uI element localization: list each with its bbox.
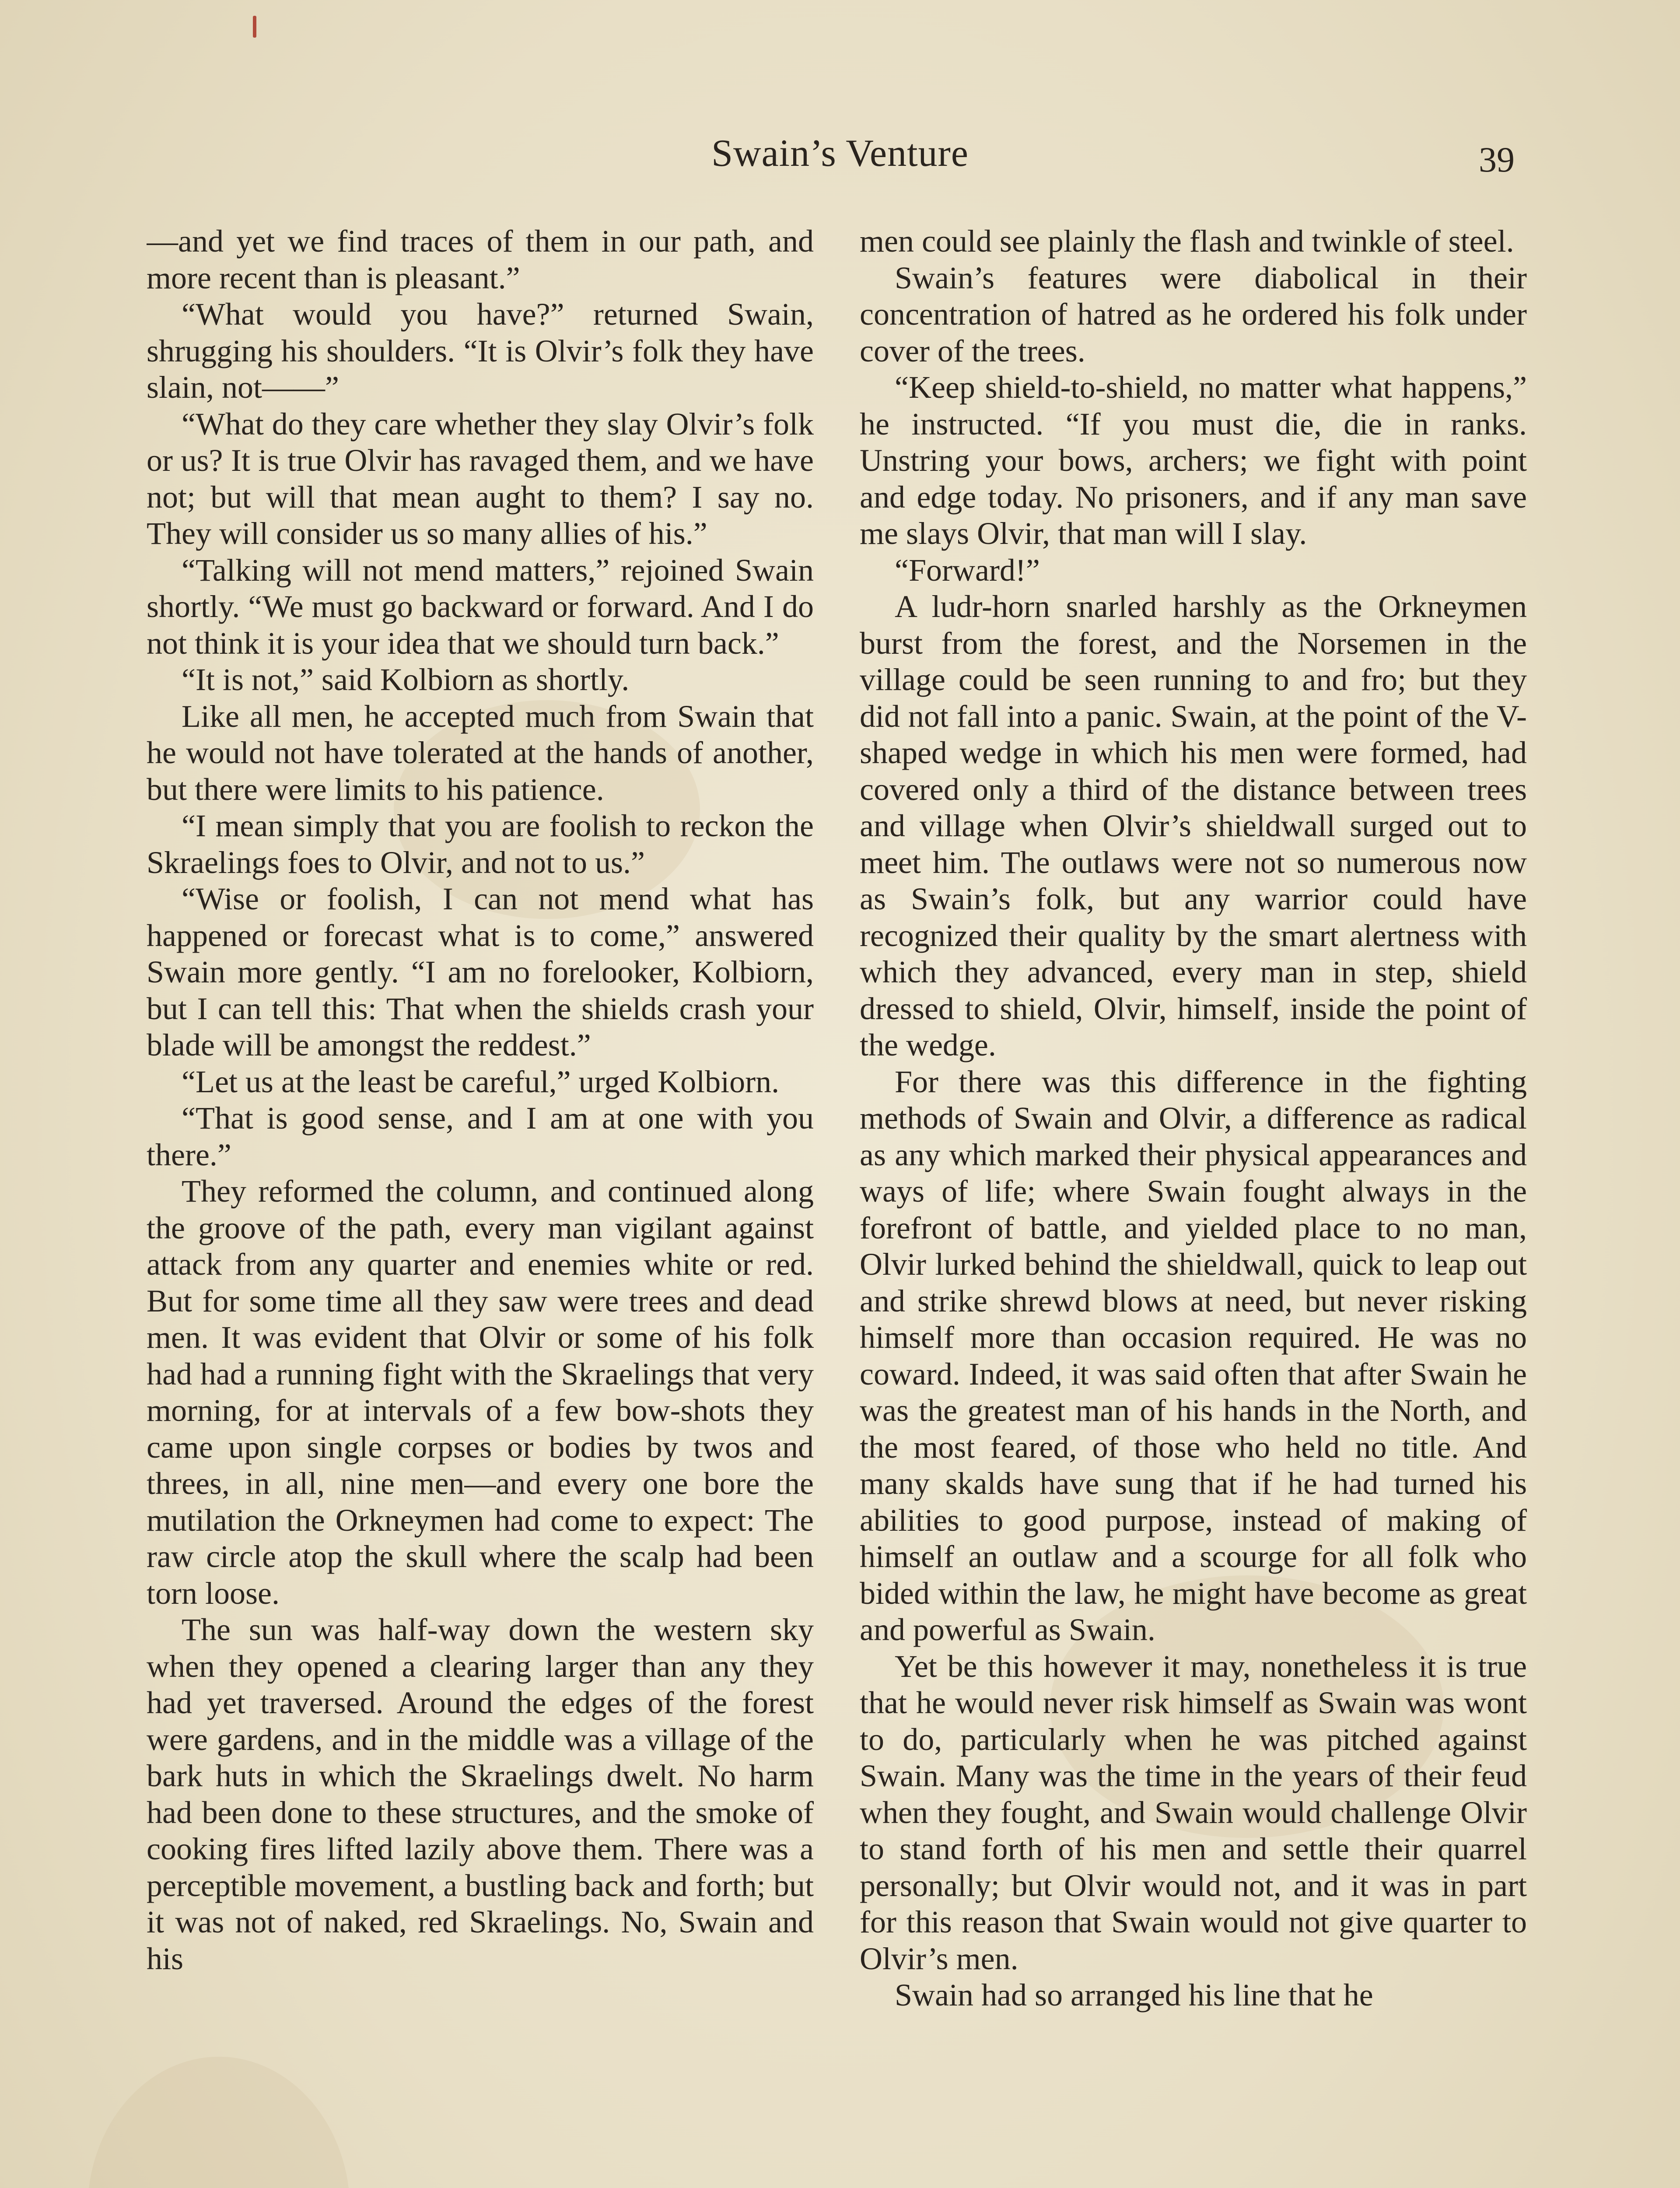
paragraph: The sun was half-way down the western sky when they opened a clearing larger than any they had yet traversed. Around the edges of the forest were gardens, and in the middle was a village of the bark huts in which the Skraelings dwelt. No harm had been done to these structures, and the smoke of cooking fires lifted lazily above them. There was a perceptible movement, a bustling back and forth; but it was not of naked, red Skraelings. No, Swain and his [147,1612,814,1976]
paragraph: Yet be this however it may, nonetheless it is true that he would never risk himself as Swain was wont to do, particularly when he was pitched against Swain. Many was the time in the years of their feud when they fought, and Swain would challenge Olvir to stand forth of his men and settle their quarrel personally; but Olvir would not, and it was in part for this reason that Swain would not give quarter to Olvir’s men. [860,1648,1527,1976]
paragraph: “Wise or foolish, I can not mend what has happened or forecast what is to come,” answered Swain more gently. “I am no forelooker, Kolbiorn, but I can tell this: That when the shields crash your blade will be amongst the reddest.” [147,881,814,1062]
paragraph: “That is good sense, and I am at one with you there.” [147,1101,814,1172]
paragraph: “Let us at the least be careful,” urged Kolbiorn. [182,1064,780,1099]
paragraph: men could see plainly the flash and twinkle of steel. [860,224,1514,259]
paragraph: “I mean simply that you are foolish to reckon the Skraelings foes to Olvir, and not to us.” [147,808,814,880]
paragraph: —and yet we find traces of them in our path, and more recent than is pleasant.” [147,224,814,295]
paragraph: Swain’s features were diabolical in their concentration of hatred as he ordered his folk under cover of the trees. [860,260,1527,368]
paragraph: “Forward!” [895,552,1040,588]
paragraph: “What do they care whether they slay Olvir’s folk or us? It is true Olvir has ravaged them, and we have not; but will that mean aught to them? I say no. They will consider us so many allies of his.” [147,406,814,551]
red-ink-mark [253,16,256,38]
paragraph: A ludr-horn snarled harshly as the Orkneymen burst from the forest, and the Norsemen in the village could be seen running to and fro; but they did not fall into a panic. Swain, at the point of the V-shaped wedge in which his men were formed, had covered only a third of the distance between trees and village when Olvir’s shieldwall surged out to meet him. The outlaws were not so numerous now as Swain’s folk, but any warrior could have recognized their quality by the smart alertness with which they advanced, every man in step, shield dressed to shield, Olvir, himself, inside the point of the wedge. [860,589,1527,1062]
right-text-column [860,223,1527,2188]
paragraph: Swain had so arranged his line that he [895,1978,1373,2013]
paragraph: “It is not,” said Kolbiorn as shortly. [182,662,630,697]
paragraph: They reformed the column, and continued along the groove of the path, every man vigilant against attack from any quarter and enemies white or red. But for some time all they saw were trees and dead men. It was evident that Olvir or some of his folk had had a running fight with the Skraelings that very morning, for at intervals of a few bow-shots they came upon single corpses or bodies by twos and threes, in all, nine men—and every one bore the mutilation the Orkneymen had come to expect: The raw circle atop the skull where the scalp had been torn loose. [147,1174,814,1611]
paragraph: “Keep shield-to-shield, no matter what happens,” he instructed. “If you must die, die in ranks. Unstring your bows, archers; we fight with point and edge today. No prisoners, and if any man save me slays Olvir, that man will I slay. [860,370,1527,551]
paragraph: For there was this difference in the fighting methods of Swain and Olvir, a difference as radical as any which marked their physical appearances and ways of life; where Swain fought always in the forefront of battle, and yielded place to no man, Olvir lurked behind the shieldwall, quick to leap out and strike shrewd blows at need, but never risking himself more than occasion required. He was no coward. Indeed, it was said often that after Swain he was the greatest man of his hands in the North, and the most feared, of those who held no title. And many skalds have sung that if he had turned his abilities to good purpose, instead of making of himself an outlaw and a scourge for all folk who bided within the law, he might have become as great and powerful as Swain. [860,1064,1527,1647]
paragraph: Like all men, he accepted much from Swain that he would not have tolerated at the hands of another, but there were limits to his patience. [147,698,814,807]
paragraph: “What would you have?” returned Swain, shrugging his shoulders. “It is Olvir’s folk they have slain, not——” [147,297,814,405]
left-text-column [147,223,814,2188]
paragraph: “Talking will not mend matters,” rejoined Swain shortly. “We must go backward or forward. And I do not think it is your idea that we should turn back.” [147,552,814,661]
page-number: 39 [1479,140,1515,179]
running-header-title: Swain’s Venture [711,132,969,175]
